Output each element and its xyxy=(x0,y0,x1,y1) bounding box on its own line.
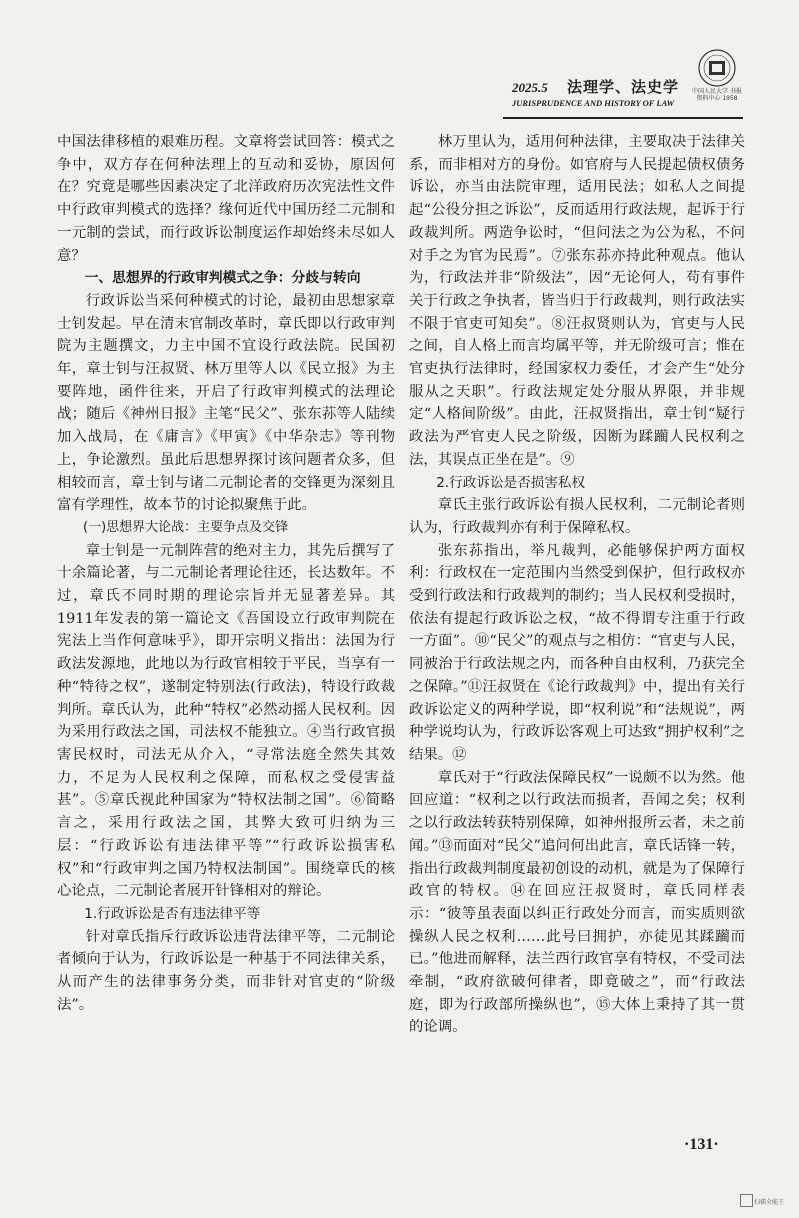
subsubsection-heading: 1.行政诉讼是否有违法律平等 xyxy=(84,905,261,922)
paragraph: 中国法律移植的艰难历程。文章将尝试回答：模式之争中，双方存在何种法理上的互动和妥协，原因何在？究竟是哪些因素决定了北洋政府历次宪法性文件中行政审判模式的选择？缘何近代中国历经二元制和一元制的尝试，而行政诉讼制度运作却始终未尽如人意？ xyxy=(57,134,395,264)
paragraph: 章士钊是一元制阵营的绝对主力，其先后撰写了十余篇论著，与二元制论者理论往还，长达数年。不过，章氏不同时期的理论宗旨并无显著差异。其1911年发表的第一篇论文《吾国设立行政审判院在宪法上当作何意味乎》，即开宗明义指出：法国为行政法发源地，此地以为行政官相较于平民，当享有一种“特待之权”，遂制定特别法(行政法)，特设行政裁判所。章氏认为，此种“特权”必然动摇人民权利。因为采用行政法之国，司法权不能独立。④当行政官损害民权时，司法无从介入，“寻常法庭全然失其效力，不足为人民权利之保障，而私权之受侵害益甚”。⑤章氏视此种国家为“特权法制之国”。⑥简略言之，采用行政法之国，其弊大致可归纳为三层：“行政诉讼有违法律平等”“行政诉讼损害私权”和“行政审判之国乃特权法制国”。围绕章氏的核心论点，二元制论者展开针锋相对的辩论。 xyxy=(57,542,395,900)
journal-english-title: JURISPRUDENCE AND HISTORY OF LAW xyxy=(512,98,675,108)
seal-icon xyxy=(690,48,744,88)
issue-number: 2025.5 xyxy=(512,80,548,95)
qr-icon xyxy=(740,1194,753,1207)
subsubsection-heading: 2.行政诉讼是否损害私权 xyxy=(436,474,586,491)
paragraph: 行政诉讼当采何种模式的讨论，最初由思想家章士钊发起。早在清末官制改革时，章氏即以行政审判院为主题撰文，力主中国不宜设行政法院。民国初年，章士钊与汪叔贤、林万里等人以《民立报》为主要阵地，函件往来，开启了行政审判模式的法理论战；随后《神州日报》主笔“民父”、张东荪等人陆续加入战局，在《庸言》《甲寅》《中华杂志》等刊物上，争论激烈。虽此后思想界探讨该问题者众多，但相较而言，章士钊与诸二元制论者的交锋更为深刻且富有学理性，故本节的讨论拟聚焦于此。 xyxy=(57,292,395,514)
section-heading: 一、思想界的行政审判模式之争：分歧与转向 xyxy=(84,270,361,287)
header-rule xyxy=(503,117,743,119)
logo-caption: 中国人民大学 书报资料中心 1958 xyxy=(692,88,742,102)
scanner-watermark: 扫描全能王 xyxy=(754,1199,785,1206)
publisher-logo xyxy=(690,48,744,108)
subsection-heading: (一)思想界大论战：主要争点及交锋 xyxy=(83,519,289,535)
paragraph: 针对章氏指斥行政诉讼违背法律平等，二元制论者倾向于认为，行政诉讼是一种基于不同法律关系，从而产生的法律事务分类，而非针对官吏的“阶级法”。 xyxy=(57,928,395,1013)
paragraph: 章氏对于“行政法保障民权”一说颇不以为然。他回应道：“权利之以行政法而损者，吾闻之矣；权利之以行政法转获特别保障，如神州报所云者，未之前闻。”⑬而面对“民父”追问何出此言，章氏话锋一转，指出行政裁判制度最初创设的动机，就是为了保障行政官的特权。⑭在回应汪叔贤时，章氏同样表示：“彼等虽表面以纠正行政处分而言，而实质则欲操纵人民之权利……此号曰拥护，亦徒见其蹂躏而已。”他进而解释，法兰西行政官享有特权，不受司法牵制，“政府欲破何律者，即竟破之”，而“行政法庭，即为行政部所操纵也”，⑮大体上秉持了其一贯的论调。 xyxy=(409,769,745,1036)
paragraph: 章氏主张行政诉讼有损人民权利，二元制论者则认为，行政裁判亦有利于保障私权。 xyxy=(409,497,745,536)
page-number: ·131· xyxy=(684,1136,719,1153)
right-column xyxy=(409,131,745,1039)
journal-title: 法理学、法史学 xyxy=(567,78,680,96)
left-column xyxy=(57,131,395,1016)
paragraph: 林万里认为，适用何种法律，主要取决于法律关系，而非相对方的身份。如官府与人民提起债权债务诉讼，亦当由法院审理，适用民法；如私人之间提起“公役分担之诉讼”，反而适用行政法规，起诉于行政裁判所。两造争讼时，“但问法之为公为私，不问对手之为官为民焉”。⑦张东荪亦持此种观点。他认为，行政法并非“阶级法”，因“无论何人，苟有事件关于行政之争执者，皆当归于行政裁判，则行政法实不限于官吏可知矣”。⑧汪叔贤则认为，官吏与人民之间，自人格上而言均属平等，并无阶级可言；惟在官吏执行法律时，经国家权力委任，才会产生“处分服从之天职”。行政法规定处分服从界限，并非规定“人格间阶级”。由此，汪叔贤指出，章士钊“疑行政法为严官吏人民之阶级，因断为蹂躏人民权利之法，其误点正坐在是”。⑨ xyxy=(409,134,745,468)
paragraph: 张东荪指出，举凡裁判，必能够保护两方面权利：行政权在一定范围内当然受到保护，但行政权亦受到行政法和行政裁判的制约；当人民权利受损时，依法有提起行政诉讼之权，“故不得谓专注重于行政一方面”。⑩“民父”的观点与之相仿：“官吏与人民，同被治于行政法规之内，而各种自由权利，乃获完全之保障。”⑪汪叔贤在《论行政裁判》中，提出有关行政诉讼定义的两种学说，即“权利说”和“法规说”，两种学说均认为，行政诉讼客观上可达致“拥护权利”之结果。⑫ xyxy=(409,542,745,763)
